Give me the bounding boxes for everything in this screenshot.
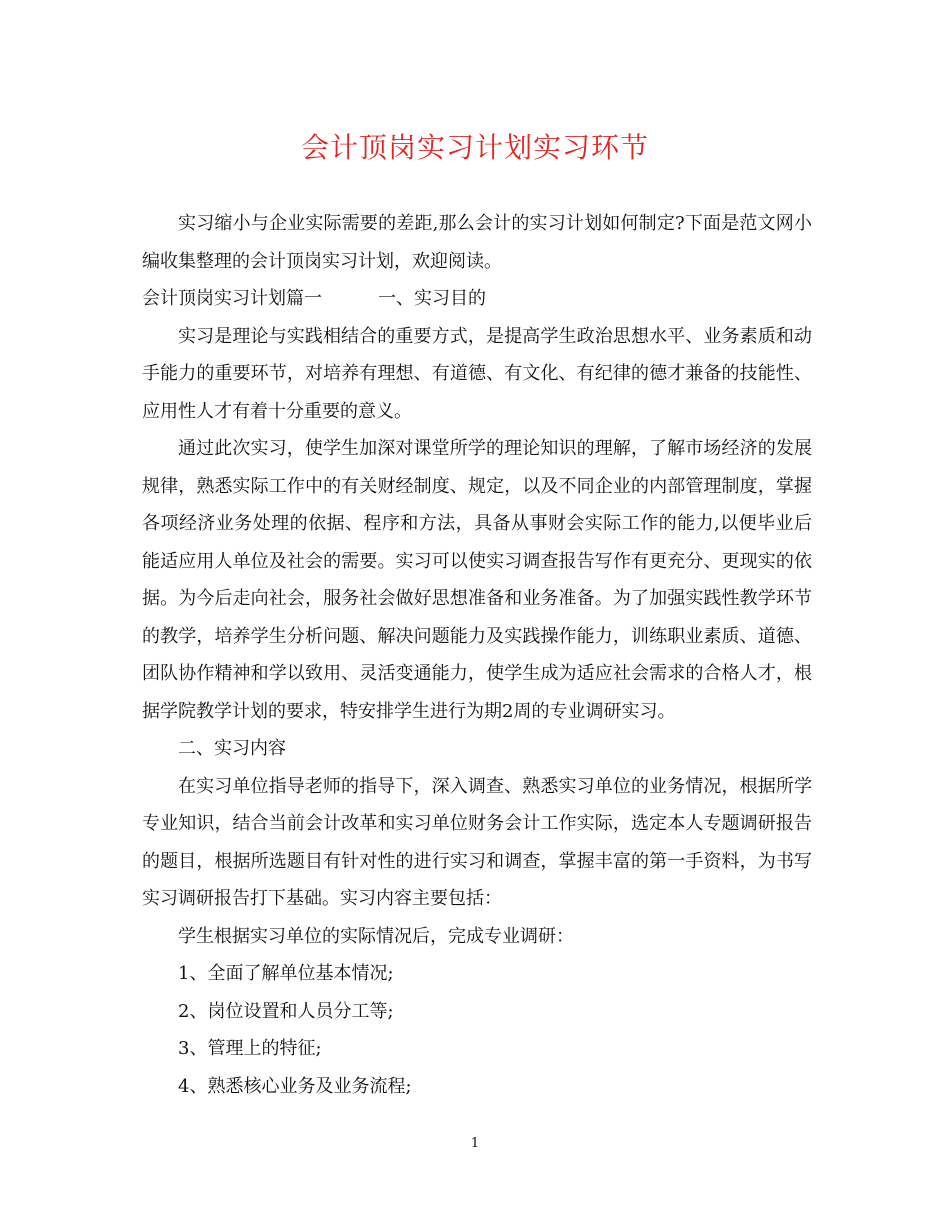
section-heading-part-a: 会计顶岗实习计划篇一	[142, 288, 322, 309]
list-item: 4、熟悉核心业务及业务流程;	[178, 1075, 412, 1097]
subheading: 二、实习内容	[178, 738, 286, 759]
list-item: 2、岗位设置和人员分工等;	[178, 1000, 394, 1022]
list-item: 3、管理上的特征;	[178, 1038, 322, 1059]
body-paragraph: 实习是理论与实践相结合的重要方式，是提高学生政治思想水平、业务素质和动手能力的重要环节，对培养有理想、有道德、有文化、有纪律的德才兼备的技能性、应用性人才有着十分重要的意义。	[142, 325, 812, 422]
intro-paragraph: 实习缩小与企业实际需要的差距,那么会计的实习计划如何制定?下面是范文网小编收集整理的会计顶岗实习计划，欢迎阅读。	[142, 213, 812, 272]
body-paragraph: 通过此次实习，使学生加深对课堂所学的理论知识的理解，了解市场经济的发展规律，熟悉实际工作中的有关财经制度、规定，以及不同企业的内部管理制度，掌握各项经济业务处理的依据、程序和方法，具备从事财会实际工作的能力,以便毕业后能适应用人单位及社会的需要。实习可以使实习调查报告写作有更充分、更现实的依据。为今后走向社会，服务社会做好思想准备和业务准备。为了加强实践性教学环节的教学，培养学生分析问题、解决问题能力及实践操作能力，训练职业素质、道德、团队协作精神和学以致用、灵活变通能力，使学生成为适应社会需求的合格人才，根据学院教学计划的要求，特安排学生进行为期2周的专业调研实习。	[142, 438, 812, 722]
body-paragraph: 学生根据实习单位的实际情况后，完成专业调研：	[178, 925, 574, 947]
section-heading	[142, 280, 812, 318]
body-paragraph: 在实习单位指导老师的指导下，深入调查、熟悉实习单位的业务情况，根据所学专业知识，结合当前会计改革和实习单位财务会计工作实际，选定本人专题调研报告的题目，根据所选题目有针对性的进行实习和调查，掌握丰富的第一手资料，为书写实习调研报告打下基础。实习内容主要包括：	[142, 775, 812, 909]
page-number: 1	[470, 1136, 480, 1151]
list-item: 1、全面了解单位基本情况;	[178, 963, 394, 984]
section-heading-part-b: 一、实习目的	[378, 288, 486, 309]
document-title: 会计顶岗实习计划实习环节	[300, 131, 649, 164]
document-body	[142, 205, 812, 1105]
